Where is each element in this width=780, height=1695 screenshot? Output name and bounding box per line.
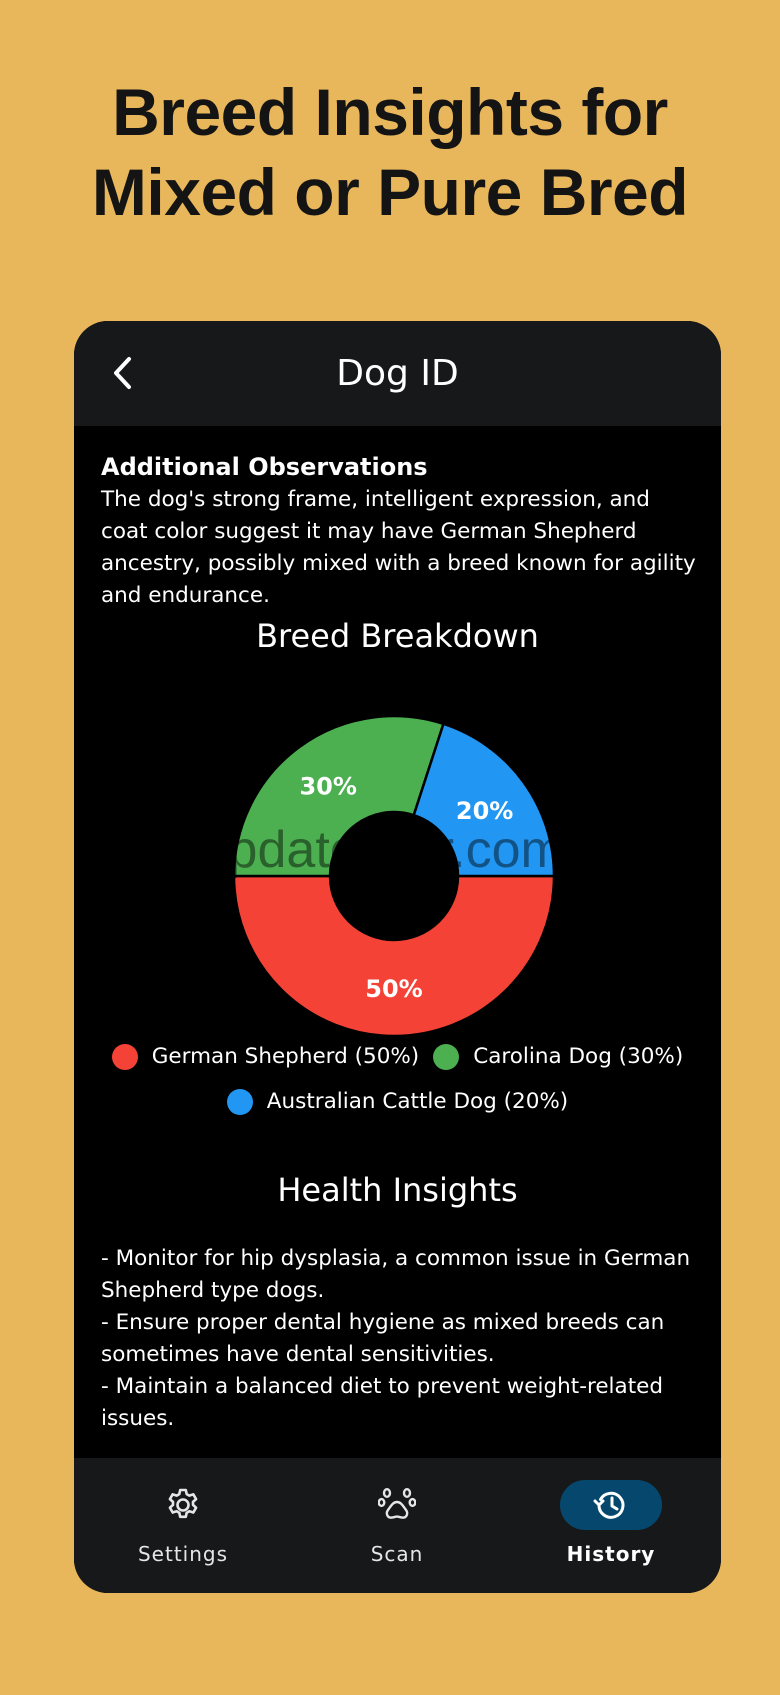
legend-label: Australian Cattle Dog (20%) (266, 1089, 569, 1114)
watermark: UpdateStar.com (191, 821, 564, 879)
nav-scan[interactable] (317, 1458, 477, 1593)
legend-item (433, 1043, 683, 1071)
donut-label-australian-cattle-dog: 20% (455, 797, 514, 826)
health-insight-item: - Ensure proper dental hygiene as mixed breeds can sometimes have dental sensitivities. (101, 1310, 665, 1367)
screen-title: Dog ID (336, 353, 459, 394)
observations-body: The dog's strong frame, intelligent expression, and coat color suggest it may have German Shepherd ancestry, possibly mixed with a breed known for agility and endurance. (101, 487, 696, 608)
legend-item (112, 1043, 419, 1071)
phone-frame (74, 321, 721, 1593)
donut-slice-german-shepherd (234, 876, 554, 1036)
nav-settings-icon-wrap (132, 1480, 234, 1530)
donut-label-carolina-dog: 30% (299, 772, 357, 801)
bottom-navigation (74, 1458, 721, 1593)
promo-title (0, 72, 780, 232)
chart-title: Breed Breakdown (256, 617, 539, 655)
donut-label-german-shepherd: 50% (365, 975, 423, 1003)
legend-swatch (227, 1089, 253, 1115)
top-app-bar (74, 321, 721, 426)
health-heading: Health Insights (277, 1171, 518, 1209)
observations-heading: Additional Observations (101, 453, 428, 481)
legend-label: Carolina Dog (30%) (473, 1044, 684, 1069)
nav-history-icon-wrap (560, 1480, 662, 1530)
nav-settings-label: Settings (137, 1542, 229, 1566)
legend-row-2 (74, 1088, 721, 1116)
health-insights-list (101, 1243, 701, 1435)
legend-item (227, 1088, 568, 1116)
legend-row-1 (74, 1043, 721, 1071)
nav-scan-label: Scan (370, 1542, 424, 1566)
paw-icon (378, 1487, 416, 1523)
nav-settings[interactable] (103, 1458, 263, 1593)
gear-icon (165, 1487, 201, 1523)
legend-label: German Shepherd (50%) (151, 1044, 420, 1069)
nav-history[interactable] (531, 1458, 691, 1593)
promo-title-line2: Mixed or Pure Bred (91, 155, 689, 229)
promo-title-line1: Breed Insights for (112, 75, 668, 149)
nav-history-label: History (566, 1542, 656, 1566)
nav-scan-icon-wrap (346, 1480, 448, 1530)
legend-swatch (433, 1044, 459, 1070)
history-icon (593, 1487, 629, 1523)
health-insight-item: - Maintain a balanced diet to prevent weight-related issues. (101, 1374, 664, 1431)
legend-swatch (112, 1044, 138, 1070)
health-insight-item: - Monitor for hip dysplasia, a common issue in German Shepherd type dogs. (101, 1246, 691, 1303)
